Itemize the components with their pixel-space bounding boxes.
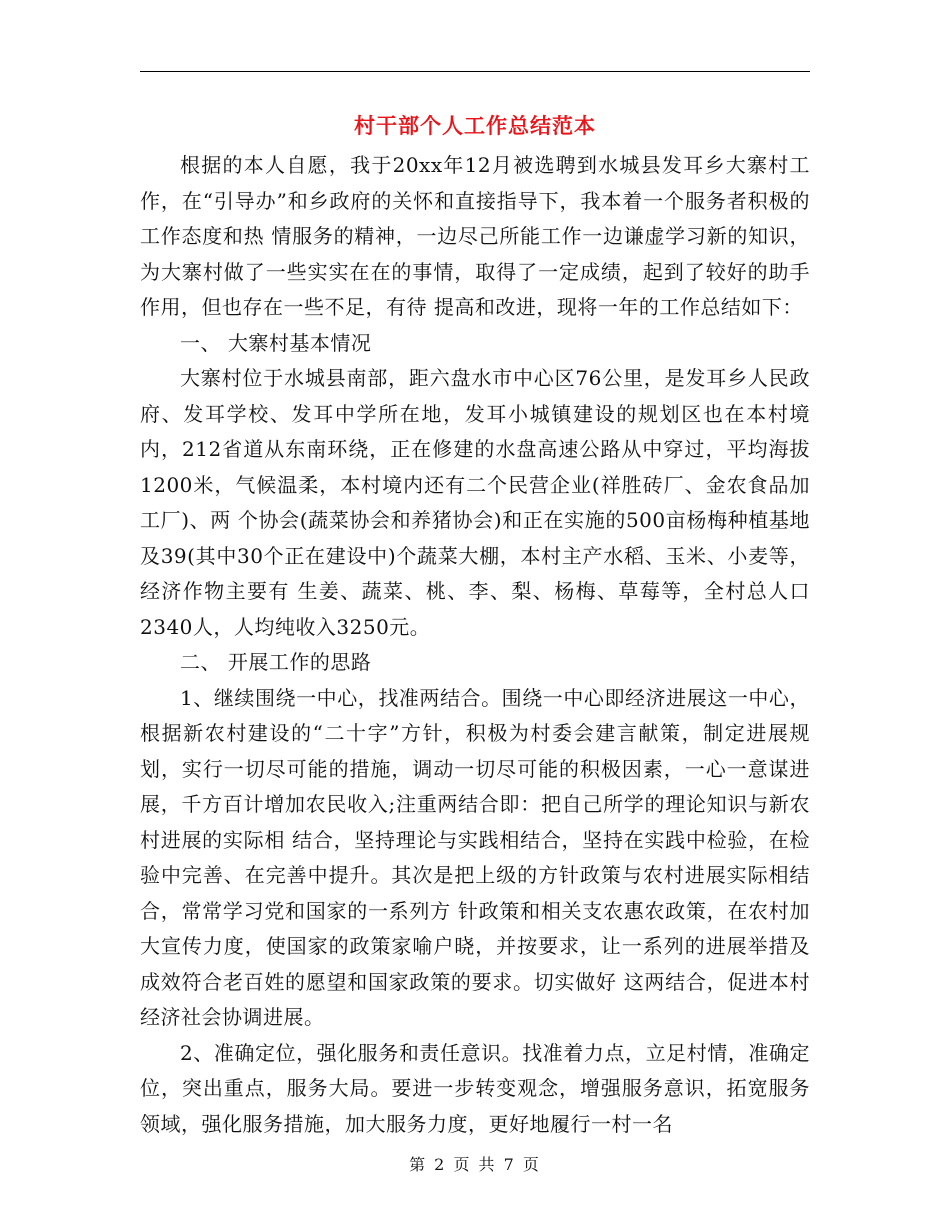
document-title: 村干部个人工作总结范本 bbox=[354, 113, 596, 138]
section-heading-2: 二、 开展工作的思路 bbox=[180, 650, 372, 674]
header-rule bbox=[140, 71, 810, 72]
paragraph-approach-2: 2、准确定位，强化服务和责任意识。找准着力点，立足村情，准确定位，突出重点，服务大局。要进一步转变观念，增强服务意识，拓宽服务 领域，强化服务措施，加大服务力度，更好地履行一村一名 bbox=[140, 1040, 810, 1136]
paragraph-approach-1: 1、继续围绕一中心，找准两结合。围绕一中心即经济进展这一中心，根据新农村建设的“二十字”方针，积极为村委会建言献策，制定进展规 划，实行一切尽可能的措施，调动一切尽可能的积极因素，一心一意谋进展，千方百计增加农民收入;注重两结合即：把自己所学的理论知识与新农村进展的实际相 结合，坚持理论与实践相结合，坚持在实践中检验，在检验中完善、在完善中提升。其次是把上级的方针政策与农村进展实际相结合，常常学习党和国家的一系列方 针政策和相关支农惠农政策，在农村加大宣传力度，使国家的政策家喻户晓，并按要求，让一系列的进展举措及成效符合老百姓的愿望和国家政策的要求。切实做好 这两结合，促进本村经济社会协调进展。 bbox=[140, 685, 810, 1029]
page-number-footer: 第 2 页 共 7 页 bbox=[409, 1155, 541, 1174]
paragraph-intro: 根据的本人自愿，我于20xx年12月被选聘到水城县发耳乡大寨村工作，在“引导办”和乡政府的关怀和直接指导下，我本着一个服务者积极的工作态度和热 情服务的精神，一边尽己所能工作一边谦虚学习新的知识，为大寨村做了一些实实在在的事情，取得了一定成绩，起到了较好的助手作用，但也存在一些不足，有待 提高和改进，现将一年的工作总结如下： bbox=[140, 153, 810, 319]
document-body bbox=[140, 148, 810, 1142]
paragraph-village-overview: 大寨村位于水城县南部，距六盘水市中心区76公里，是发耳乡人民政府、发耳学校、发耳中学所在地，发耳小城镇建设的规划区也在本村境 内，212省道从东南环绕，正在修建的水盘高速公路从中穿过，平均海拔1200米，气候温柔，本村境内还有二个民营企业(祥胜砖厂、金农食品加工厂)、两 个协会(蔬菜协会和养猪协会)和正在实施的500亩杨梅种植基地及39(其中30个正在建设中)个蔬菜大棚，本村主产水稻、玉米、小麦等，经济作物主要有 生姜、蔬菜、桃、李、梨、杨梅、草莓等，全村总人口2340人，人均纯收入3250元。 bbox=[140, 366, 810, 639]
section-heading-1: 一、 大寨村基本情况 bbox=[180, 330, 372, 355]
